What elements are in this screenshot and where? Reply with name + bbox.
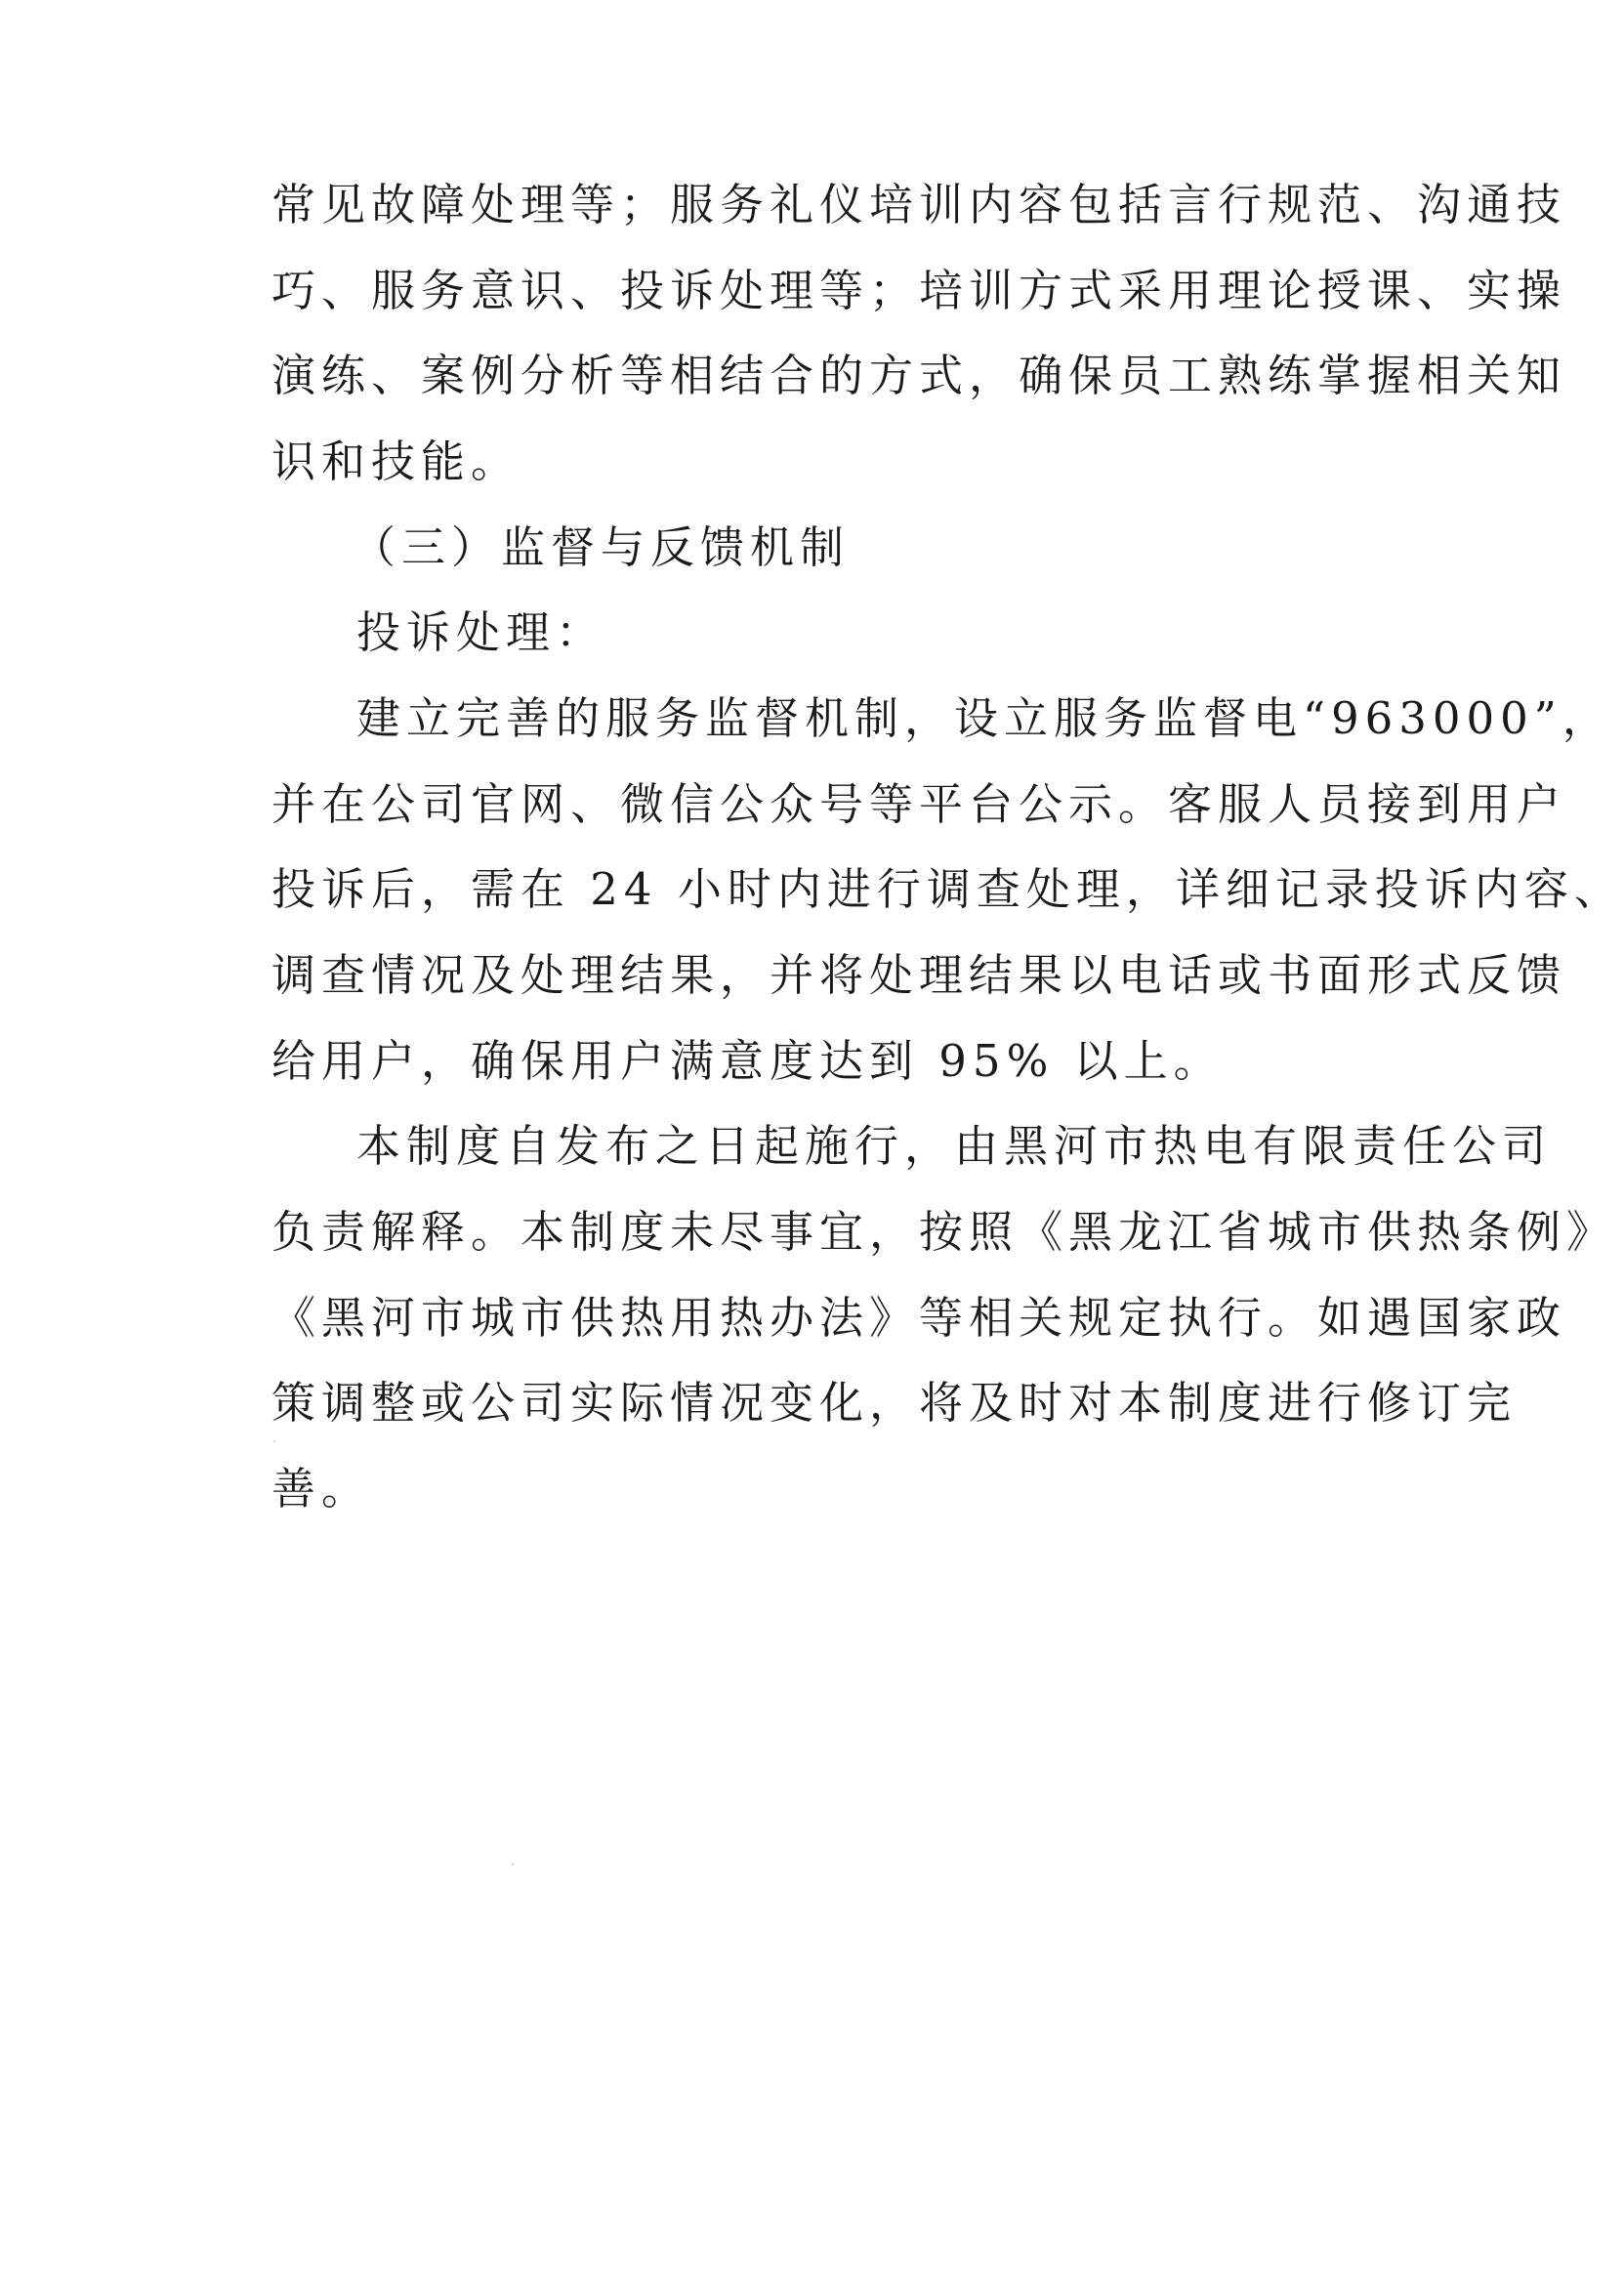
paragraph-1-line-2: 巧、服务意识、投诉处理等；培训方式采用理论授课、实操 xyxy=(271,265,1567,316)
paragraph-3-line-5: 善。 xyxy=(271,1463,372,1515)
scan-artifact-dot xyxy=(273,1440,275,1442)
section-heading: （三）监督与反馈机制 xyxy=(352,521,851,573)
paragraph-2-line-1: 建立完善的服务监督机制，设立服务监督电“963000”， xyxy=(356,692,1612,744)
paragraph-3-line-4: 策调整或公司实际情况变化，将及时对本制度进行修订完 xyxy=(271,1377,1518,1429)
paragraph-2-line-4: 调查情况及处理结果，并将处理结果以电话或书面形式反馈 xyxy=(271,949,1567,1001)
subheading: 投诉处理： xyxy=(356,606,606,658)
paragraph-1-line-4: 识和技能。 xyxy=(271,436,521,487)
paragraph-1-line-3: 演练、案例分析等相结合的方式，确保员工熟练掌握相关知 xyxy=(271,350,1567,401)
paragraph-3-line-1: 本制度自发布之日起施行，由黑河市热电有限责任公司 xyxy=(356,1120,1553,1172)
scan-artifact-dot xyxy=(512,1863,514,1865)
paragraph-2-line-3: 投诉后，需在 24 小时内进行调查处理，详细记录投诉内容、 xyxy=(271,863,1624,915)
paragraph-3-line-3: 《黑河市城市供热用热办法》等相关规定执行。如遇国家政 xyxy=(271,1292,1567,1344)
paragraph-2-line-2: 并在公司官网、微信公众号等平台公示。客服人员接到用户 xyxy=(271,778,1567,830)
paragraph-1-line-1: 常见故障处理等；服务礼仪培训内容包括言行规范、沟通技 xyxy=(271,179,1567,230)
paragraph-3-line-2: 负责解释。本制度未尽事宜，按照《黑龙江省城市供热条例》 xyxy=(271,1206,1617,1258)
paragraph-2-line-5: 给用户，确保用户满意度达到 95% 以上。 xyxy=(271,1035,1224,1087)
